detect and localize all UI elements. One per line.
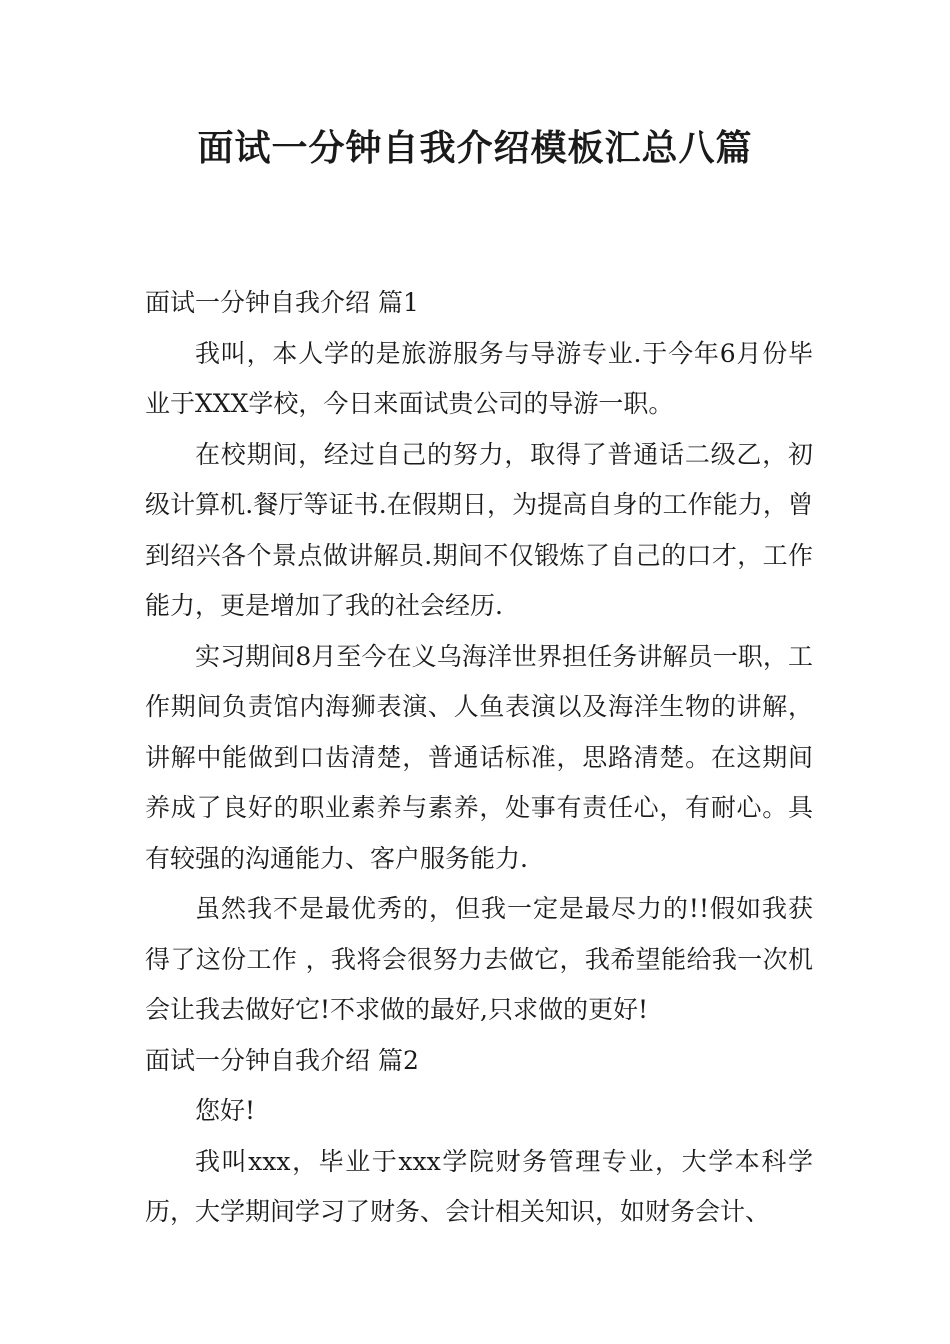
paragraph: 实习期间8月至今在义乌海洋世界担任务讲解员一职，工作期间负责馆内海狮表演、人鱼表演以及海洋生物的讲解，讲解中能做到口齿清楚，普通话标准，思路清楚。在这期间养成了良好的职业素养与素养，处事有责任心，有耐心。具有较强的沟通能力、客户服务能力. bbox=[145, 641, 813, 873]
paragraph: 在校期间，经过自己的努力，取得了普通话二级乙，初级计算机.餐厅等证书.在假期日，为提高自身的工作能力，曾到绍兴各个景点做讲解员.期间不仅锻炼了自己的口才，工作能力，更是增加了我的社会经历. bbox=[145, 439, 813, 620]
paragraph: 我叫，本人学的是旅游服务与导游专业.于今年6月份毕业于XXX学校，今日来面试贵公司的导游一职。 bbox=[145, 338, 813, 418]
paragraph: 您好! bbox=[195, 1096, 256, 1125]
paragraph: 我叫xxx，毕业于xxx学院财务管理专业，大学本科学历，大学期间学习了财务、会计相关知识，如财务会计、 bbox=[145, 1146, 813, 1226]
document-body bbox=[145, 278, 813, 1238]
paragraph: 虽然我不是最优秀的，但我一定是最尽力的!!假如我获得了这份工作 ，我将会很努力去做它，我希望能给我一次机会让我去做好它!不求做的最好,只求做的更好! bbox=[145, 894, 813, 1024]
document-title: 面试一分钟自我介绍模板汇总八篇 bbox=[197, 128, 753, 169]
section-heading: 面试一分钟自我介绍 篇2 bbox=[145, 1045, 419, 1075]
section-heading: 面试一分钟自我介绍 篇1 bbox=[145, 288, 419, 317]
